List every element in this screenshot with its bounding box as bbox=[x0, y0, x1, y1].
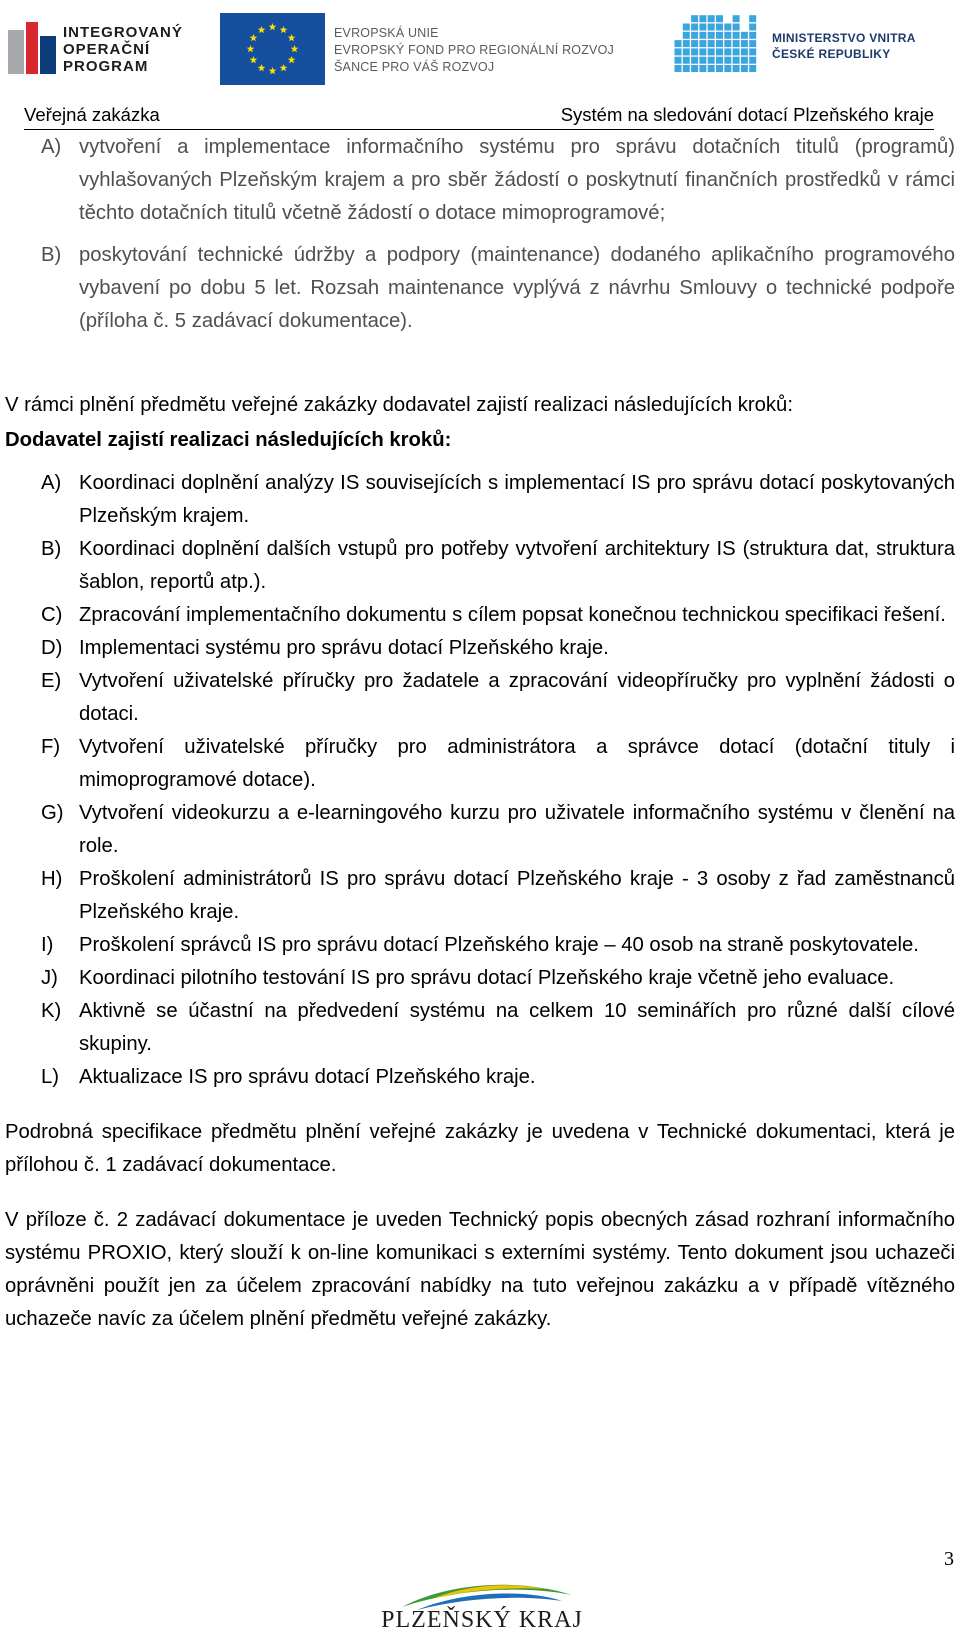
ministry-dot-icon bbox=[683, 32, 690, 39]
step-item-i: I) Proškolení správců IS pro správu dotací Plzeňského kraje – 40 osob na straně poskytovatele. bbox=[41, 934, 919, 956]
ministry-dot-icon bbox=[724, 32, 731, 39]
document-body bbox=[5, 131, 955, 1336]
ministry-dot-icon bbox=[699, 48, 706, 55]
ministry-dot-icon bbox=[683, 57, 690, 64]
ministry-dot-icon bbox=[749, 65, 756, 72]
ministry-dot-icon bbox=[733, 15, 740, 22]
ministry-dot-icon bbox=[749, 48, 756, 55]
ministry-dot-icon bbox=[675, 65, 682, 72]
iop-logo-text: INTEGROVANÝ OPERAČNÍ PROGRAM bbox=[63, 24, 183, 75]
step-item-a: A) Koordinaci doplnění analýzy IS souvisejících s implementací IS pro správu dotací poskytovaných Plzeňským krajem. bbox=[41, 472, 955, 527]
ministry-dot-icon bbox=[733, 57, 740, 64]
steps-list bbox=[5, 467, 955, 1094]
ministry-dot-icon bbox=[716, 32, 723, 39]
ministry-dot-icon bbox=[733, 24, 740, 31]
step-item-l: L) Aktualizace IS pro správu dotací Plzeňského kraje. bbox=[41, 1066, 536, 1088]
ministry-dot-icon bbox=[716, 57, 723, 64]
ministry-dot-icon bbox=[675, 57, 682, 64]
paragraph-annex: V příloze č. 2 zadávací dokumentace je uveden Technický popis obecných zásad rozhraní informačního systému PROXIO, který slouží k on-line komunikaci s externími systémy. Tento dokument jsou uchazeči oprávněni použít jen za účelem zpracování nabídky na tuto veřejnou zakázku a v případě vítězného uchazeče navíc za účelem plnění předmětu veřejné zakázky. bbox=[5, 1209, 955, 1330]
intro-item-a: A) vytvoření a implementace informačního systému pro správu dotačních titulů (programů) vyhlašovaných Plzeňským krajem a pro sběr žádostí o poskytnutí finančních prostředků v rámci těchto dotačních titulů včetně žádostí o dotace mimoprogramové; bbox=[41, 136, 955, 224]
ministry-dot-icon bbox=[708, 24, 715, 31]
ministry-dot-icon bbox=[675, 40, 682, 47]
ministry-dot-icon bbox=[691, 24, 698, 31]
ministry-dot-icon bbox=[683, 48, 690, 55]
ministry-dot-icon bbox=[691, 65, 698, 72]
intro-item-b: B) poskytování technické údržby a podpory (maintenance) dodaného aplikačního programového vybavení po dobu 5 let. Rozsah maintenance vyplývá z návrhu Smlouvy o technické podpoře (příloha č. 5 zadávací dokumentace). bbox=[41, 244, 955, 332]
ministry-dot-icon bbox=[716, 15, 723, 22]
ministry-dot-icon bbox=[749, 57, 756, 64]
ministry-dot-icon bbox=[733, 32, 740, 39]
ministry-dot-icon bbox=[733, 48, 740, 55]
ministry-dot-icon bbox=[724, 48, 731, 55]
section-heading: Dodavatel zajistí realizaci následujících kroků: bbox=[5, 429, 452, 451]
step-item-c: C) Zpracování implementačního dokumentu s cílem popsat konečnou technickou specifikaci řešení. bbox=[41, 604, 946, 626]
header-logos bbox=[0, 0, 960, 100]
ministry-dot-icon bbox=[749, 15, 756, 22]
ministry-dot-icon bbox=[724, 57, 731, 64]
ministry-dot-icon bbox=[749, 40, 756, 47]
eu-flag-icon bbox=[220, 13, 325, 85]
ministry-dot-icon bbox=[708, 65, 715, 72]
ministry-dot-icon bbox=[724, 65, 731, 72]
ministry-dot-icon bbox=[716, 40, 723, 47]
ministry-dot-icon bbox=[691, 48, 698, 55]
step-item-d: D) Implementaci systému pro správu dotací Plzeňského kraje. bbox=[41, 637, 609, 659]
ministry-dot-icon bbox=[708, 57, 715, 64]
plzensky-kraj-swoosh-icon bbox=[362, 1577, 602, 1611]
step-item-e: E) Vytvoření uživatelské příručky pro žadatele a zpracování videopříručky pro vyplnění žádosti o dotaci. bbox=[41, 670, 955, 725]
step-item-k: K) Aktivně se účastní na předvedení systému na celkem 10 seminářích pro různé další cílové skupiny. bbox=[41, 1000, 955, 1055]
eu-logo-text: EVROPSKÁ UNIE EVROPSKÝ FOND PRO REGIONÁLNÍ ROZVOJ ŠANCE PRO VÁŠ ROZVOJ bbox=[334, 26, 614, 74]
ministry-dot-icon bbox=[699, 65, 706, 72]
ministry-dot-icon bbox=[699, 57, 706, 64]
ministry-dot-icon bbox=[691, 15, 698, 22]
page-number: 3 bbox=[944, 1548, 954, 1570]
step-item-g: G) Vytvoření videokurzu a e-learningového kurzu pro uživatele informačního systému v členění na role. bbox=[41, 802, 955, 857]
ministry-dot-icon bbox=[708, 40, 715, 47]
ministry-dot-icon bbox=[683, 40, 690, 47]
ministry-dot-icon bbox=[708, 32, 715, 39]
ministry-logo-icon bbox=[674, 14, 758, 72]
paragraph-specification: Podrobná specifikace předmětu plnění veřejné zakázky je uvedena v Technické dokumentaci, která je přílohou č. 1 zadávací dokumentace. bbox=[5, 1121, 955, 1176]
ministry-dot-icon bbox=[675, 48, 682, 55]
ministry-dot-icon bbox=[741, 40, 748, 47]
ministry-dot-icon bbox=[741, 57, 748, 64]
ministry-dot-icon bbox=[691, 57, 698, 64]
iop-logo-icon bbox=[8, 22, 58, 74]
ministry-dot-icon bbox=[683, 65, 690, 72]
ministry-dot-icon bbox=[683, 24, 690, 31]
step-item-b: B) Koordinaci doplnění dalších vstupů pro potřeby vytvoření architektury IS (struktura dat, struktura šablon, reportů atp.). bbox=[41, 538, 955, 593]
ministry-logo-text: MINISTERSTVO VNITRA ČESKÉ REPUBLIKY bbox=[772, 31, 916, 61]
ministry-dot-icon bbox=[691, 40, 698, 47]
ministry-dot-icon bbox=[724, 40, 731, 47]
ministry-dot-icon bbox=[716, 48, 723, 55]
running-header-left: Veřejná zakázka bbox=[24, 104, 160, 125]
ministry-dot-icon bbox=[699, 15, 706, 22]
ministry-dot-icon bbox=[691, 32, 698, 39]
step-item-j: J) Koordinaci pilotního testování IS pro správu dotací Plzeňského kraje včetně jeho evaluace. bbox=[41, 967, 895, 989]
ministry-dot-icon bbox=[716, 24, 723, 31]
ministry-dot-icon bbox=[724, 24, 731, 31]
ministry-dot-icon bbox=[699, 24, 706, 31]
plzensky-kraj-logo bbox=[362, 1577, 602, 1634]
step-item-f: F) Vytvoření uživatelské příručky pro administrátora a správce dotací (dotační tituly i mimoprogramové dotace). bbox=[41, 736, 955, 791]
step-item-h: H) Proškolení administrátorů IS pro správu dotací Plzeňského kraje - 3 osoby z řad zaměstnanců Plzeňského kraje. bbox=[41, 868, 955, 923]
ministry-dot-icon bbox=[749, 32, 756, 39]
ministry-dot-icon bbox=[741, 48, 748, 55]
ministry-dot-icon bbox=[708, 48, 715, 55]
ministry-dot-icon bbox=[716, 65, 723, 72]
ministry-dot-icon bbox=[699, 32, 706, 39]
ministry-dot-icon bbox=[708, 15, 715, 22]
intro-list bbox=[5, 131, 955, 338]
ministry-dot-icon bbox=[741, 65, 748, 72]
plzensky-kraj-logo-text: PLZEŇSKÝ KRAJ bbox=[381, 1607, 583, 1633]
ministry-dot-icon bbox=[741, 32, 748, 39]
ministry-dot-icon bbox=[733, 65, 740, 72]
running-header-right: Systém na sledování dotací Plzeňského kraje bbox=[560, 104, 934, 125]
ministry-dot-icon bbox=[749, 24, 756, 31]
ministry-dot-icon bbox=[699, 40, 706, 47]
paragraph-intro: V rámci plnění předmětu veřejné zakázky dodavatel zajistí realizaci následujících kroků: bbox=[5, 394, 793, 416]
running-header bbox=[24, 104, 934, 130]
ministry-dot-icon bbox=[733, 40, 740, 47]
